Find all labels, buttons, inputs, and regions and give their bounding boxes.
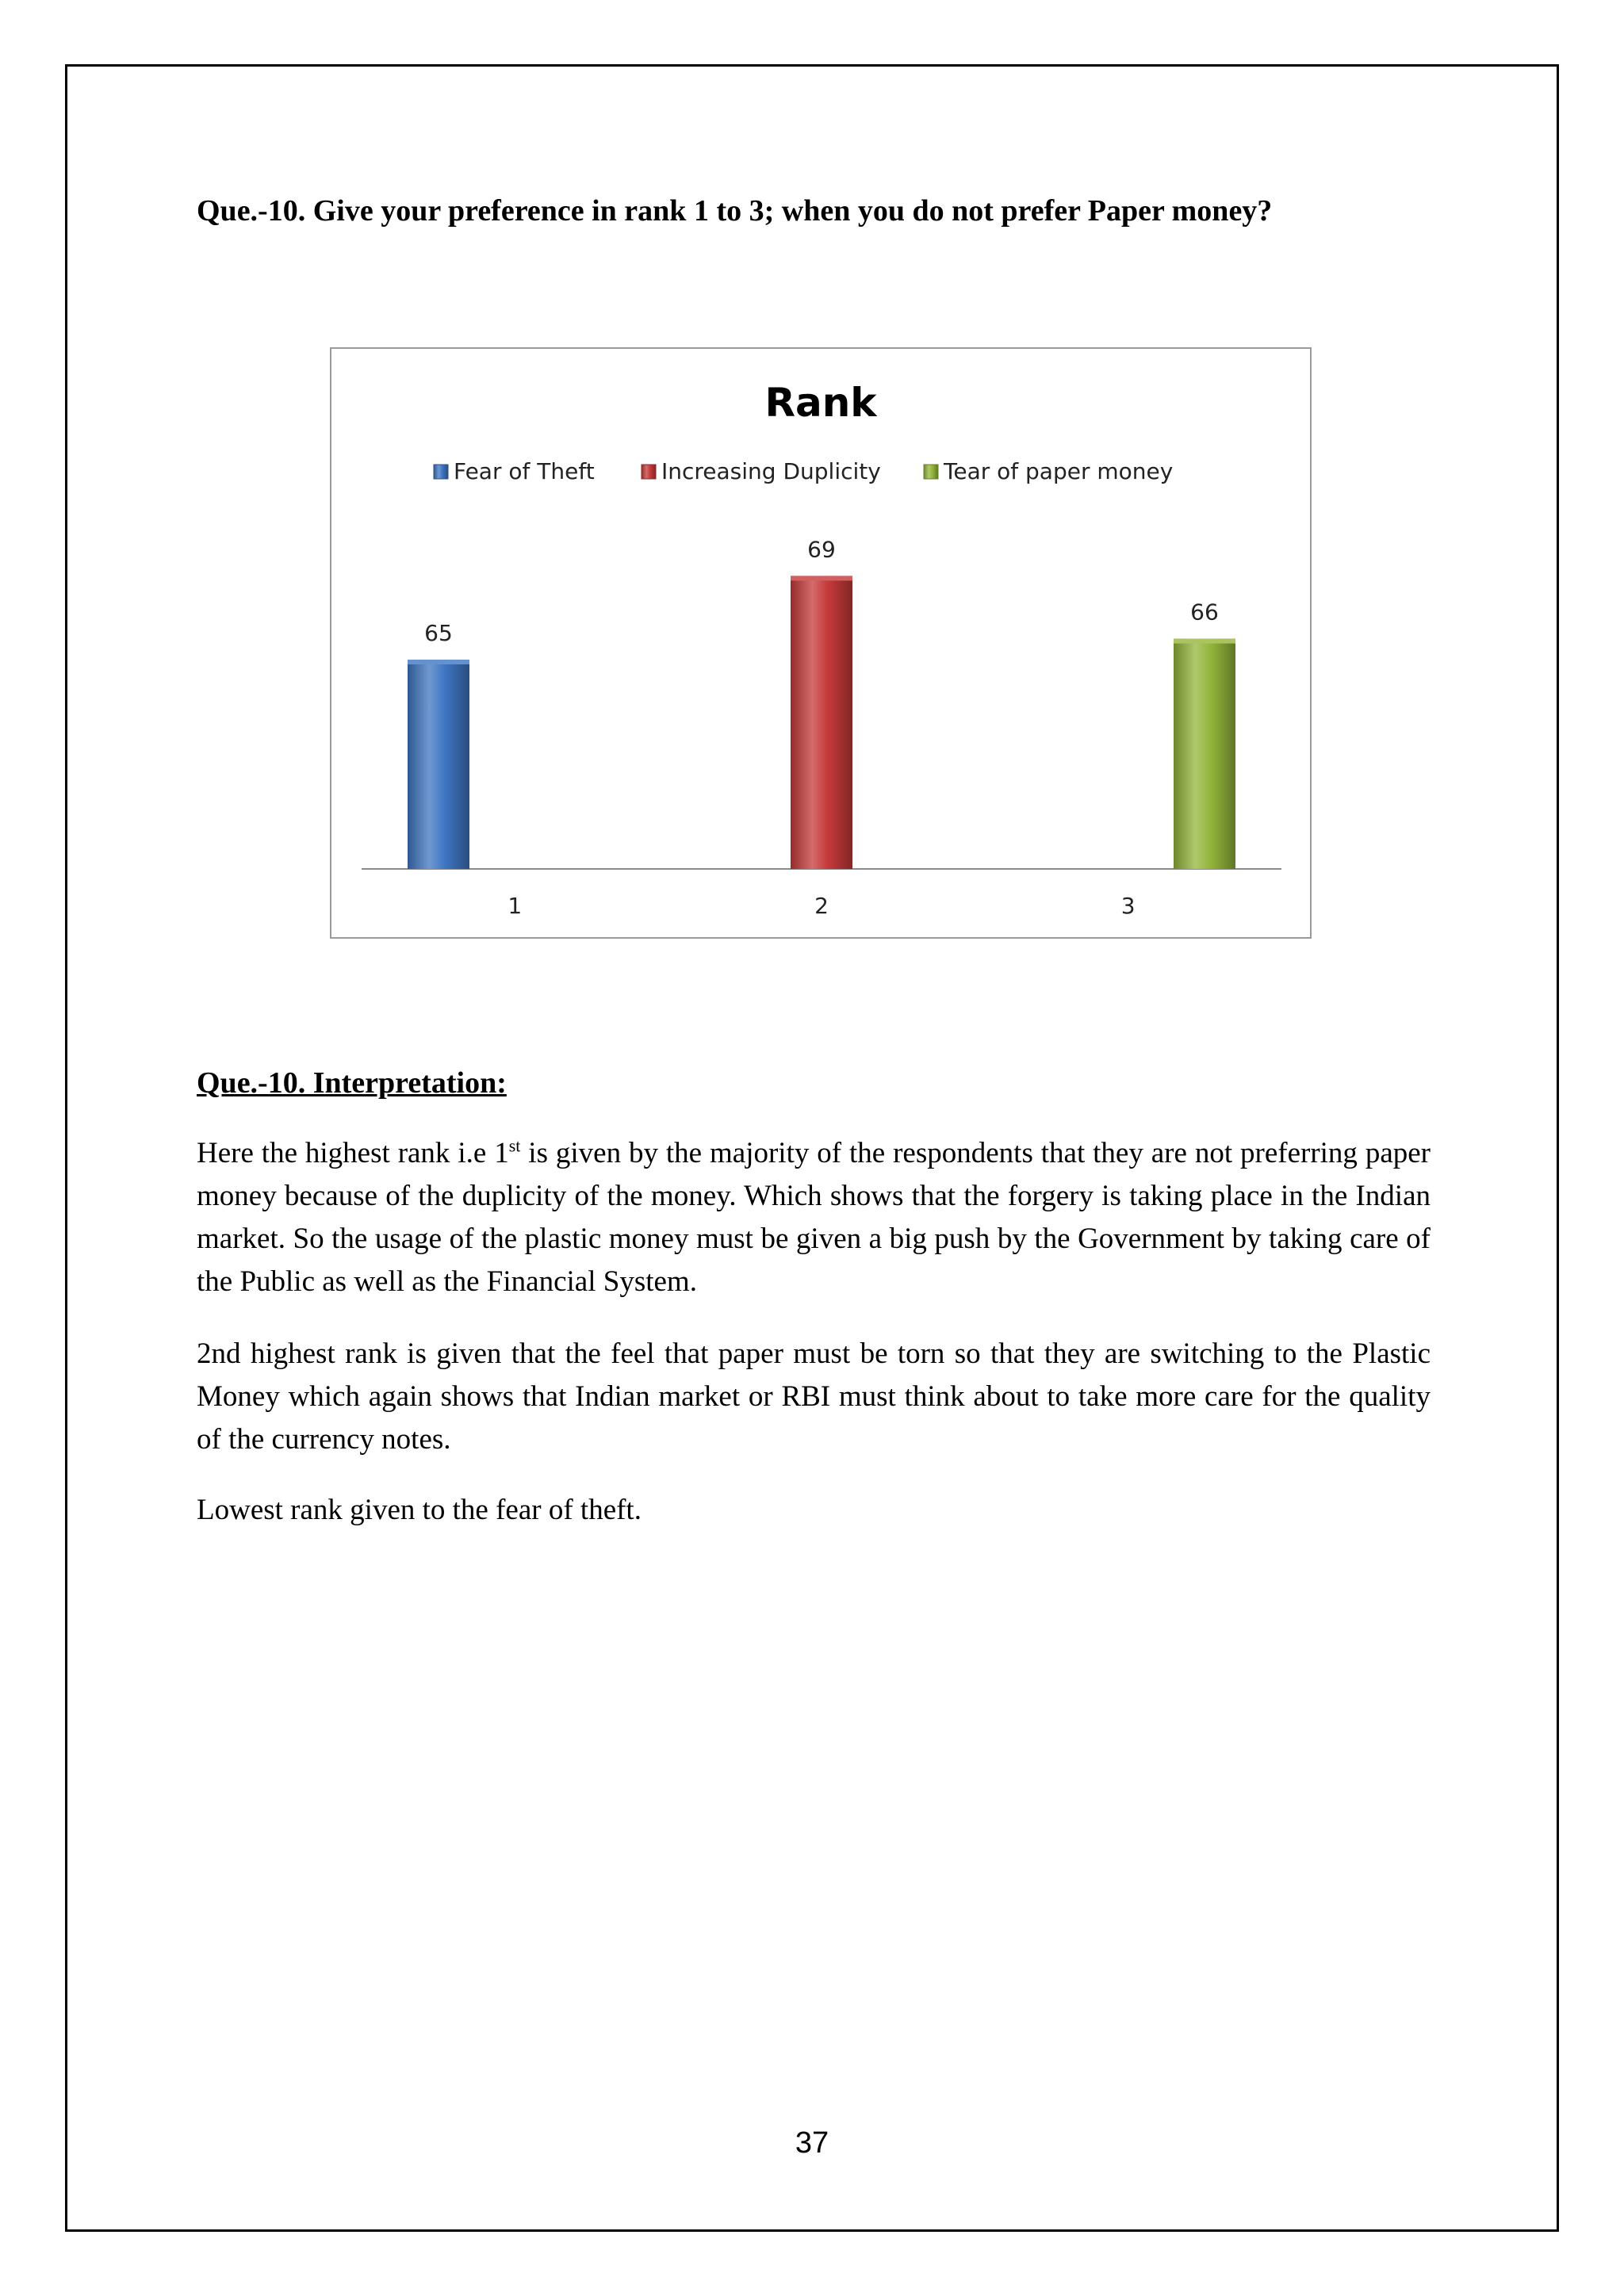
page-number: 37 — [795, 2126, 829, 2160]
p1-text-end: is given by the majority of the respondents that they are not preferring paper money because of the duplicity of the money. Which shows that the forgery is taking place in the Indian market. So the usage of the plastic money must be given a big push by the Government by taking care of the Public as well as the Financial System. — [197, 1137, 1431, 1298]
legend-swatch-3 — [924, 465, 938, 479]
interpretation-paragraph-2: 2nd highest rank is given that the feel that paper must be torn so that they are switching to the Plastic Money which again shows that Indian market or RBI must think about to take more care for the quality of the currency notes. — [197, 1337, 1431, 1456]
bar-2 — [791, 576, 852, 869]
p1-text-start: Here the highest rank i.e 1 — [197, 1137, 509, 1169]
bar-1 — [408, 660, 469, 869]
data-label-2: 69 — [807, 536, 836, 563]
legend-swatch-1 — [434, 465, 448, 479]
rank-chart-svg — [331, 349, 1310, 937]
p1-superscript: st — [508, 1135, 521, 1156]
rank-chart — [330, 347, 1312, 939]
x-tick-label-2: 2 — [814, 893, 829, 919]
question-heading: Que.-10. Give your preference in rank 1 to 3; when you do not prefer Paper money? — [197, 194, 1273, 228]
interpretation-paragraph-3: Lowest rank given to the fear of theft. — [197, 1494, 642, 1526]
x-tick-label-3: 3 — [1120, 893, 1136, 919]
interpretation-paragraph-1 — [197, 1132, 1431, 1303]
legend-swatch-2 — [642, 465, 656, 479]
data-label-3: 66 — [1190, 599, 1219, 626]
legend-label-3: Tear of paper money — [944, 458, 1174, 484]
bar-top-1 — [408, 660, 469, 664]
bar-top-3 — [1174, 639, 1235, 644]
bar-3 — [1174, 639, 1235, 869]
legend-label-1: Fear of Theft — [454, 458, 595, 484]
data-label-1: 65 — [424, 620, 453, 646]
bar-top-2 — [791, 576, 852, 580]
interpretation-heading: Que.-10. Interpretation: — [197, 1066, 507, 1100]
legend-label-2: Increasing Duplicity — [661, 458, 881, 484]
x-tick-label-1: 1 — [508, 893, 523, 919]
chart-title: Rank — [764, 380, 877, 426]
